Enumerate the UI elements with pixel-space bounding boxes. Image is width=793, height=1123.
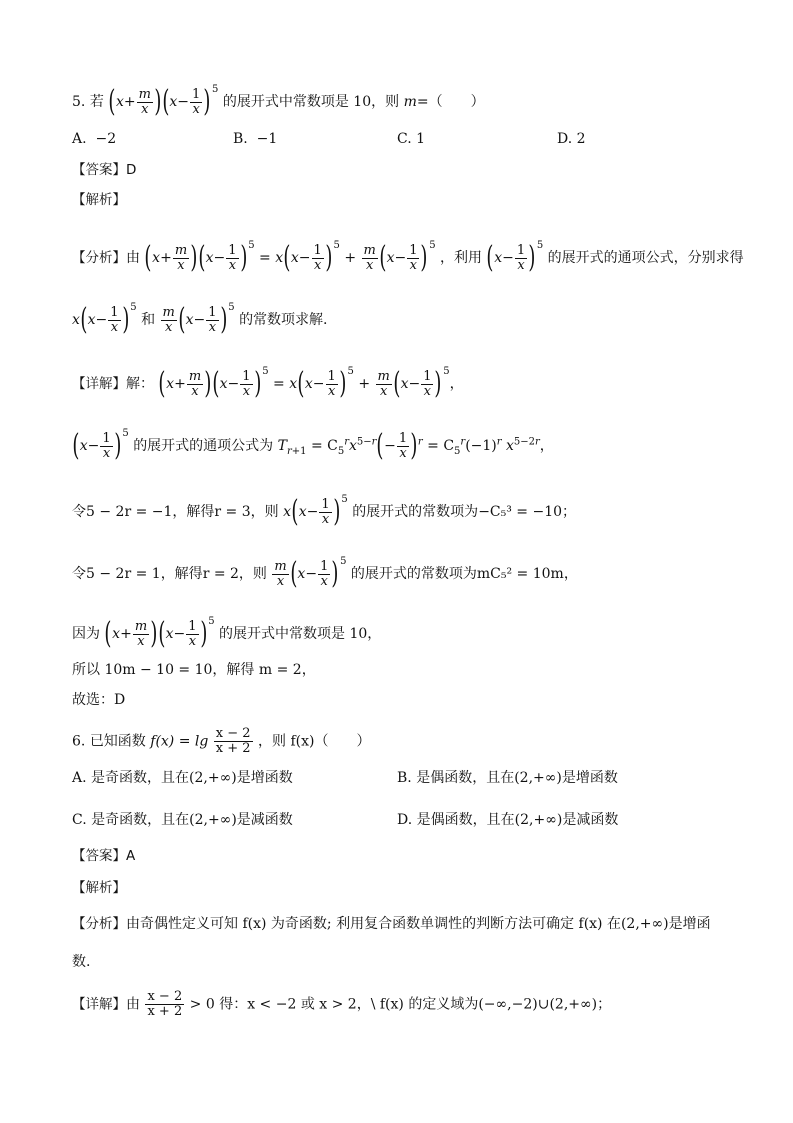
q5-expression: (x+ $\frac{m}{x}$ )(x− $\frac{1}{x}$ )$^5$	[108, 84, 219, 119]
q5-fenxi-term2: $\frac{m}{x}$ (x− $\frac{1}{x}$ )$^5$	[162, 302, 235, 337]
q6-pre: 已知函数	[89, 733, 146, 750]
q5-fenxi-tail: 的展开式的通项公式，分别求得	[547, 250, 744, 266]
q5-detail-line2	[72, 424, 554, 462]
q5-fenxi-line1	[72, 236, 744, 273]
q5-number: 5.	[72, 94, 86, 110]
q5-answer	[72, 160, 136, 180]
q5-step1-formula: $T_{r+1} = C_5^rx^{5-r}(-$ $\frac{1}{x}$ )$^r = C_5^r(-1)^r$ $x^{5-2r}$，	[277, 428, 554, 463]
q5-step4	[72, 612, 381, 649]
q6-fenxi-line2: 数.	[72, 954, 91, 970]
q6-fraction: $\frac{x - 2}{x + 2}$	[215, 726, 251, 756]
q6-analysis-tag: 【解析】	[72, 880, 126, 896]
q5-detail-identity: (x+ $\frac{m}{x}$ )(x− $\frac{1}{x}$ )$^5$ = x(x− $\frac{1}{x}$ )$^5$ + $\frac{m}{x}$ (x− $\frac{1}{x}$ )$^5$，	[158, 366, 464, 401]
q5-step3-r: r = 2	[202, 566, 239, 582]
q5-step3	[72, 552, 578, 589]
q5-step3-val: mC₅² = 10m，	[476, 566, 578, 582]
q6-option-d: D. 是偶函数，且在(2,+∞)是减函数	[397, 812, 619, 828]
q5-fenxi-tag: 【分析】	[72, 250, 126, 266]
q5-step2-tail: 的展开式的常数项为	[352, 504, 479, 520]
q5-pre: 若	[89, 94, 104, 110]
q5-fenxi-and: 和	[141, 312, 156, 328]
q5-option-d: D. 2	[557, 131, 586, 147]
q5-choose: 故选：D	[72, 692, 126, 708]
q5-stem	[72, 80, 485, 117]
q6-post: ，则 f(x)（ ）	[258, 733, 371, 750]
q5-option-a: A. −2	[72, 131, 117, 147]
q6-option-b: B. 是偶函数，且在(2,+∞)是增函数	[397, 770, 618, 786]
q5-step2-then: ，则	[250, 504, 279, 520]
q5-step2-val: −C₅³ = −10；	[478, 504, 577, 520]
q6-stem	[72, 727, 370, 756]
q5-step2-r: r = 3	[214, 504, 251, 520]
q5-ask-var: m	[403, 94, 417, 110]
q5-fenxi-pre: 由	[126, 250, 140, 266]
q6-number: 6.	[72, 733, 86, 750]
q5-fenxi-mid: ，利用	[440, 250, 483, 266]
q5-answer-tag: 【答案】	[72, 162, 126, 178]
q5-step3-term: $\frac{m}{x}$ (x− $\frac{1}{x}$ )$^5$	[274, 556, 347, 591]
q5-step3-pre: 令	[72, 566, 86, 582]
q5-detail-tag: 【详解】	[72, 376, 126, 392]
q6-func: f(x) = lg	[150, 733, 209, 750]
q5-ask-tail: =（ ）	[416, 94, 485, 110]
q6-fenxi-line1	[72, 914, 711, 934]
q6-detail-line	[72, 990, 611, 1019]
q5-step4-expression: (x+ $\frac{m}{x}$ )(x− $\frac{1}{x}$ )$^5$	[104, 616, 215, 651]
q5-answer-value: D	[126, 162, 137, 178]
q5-step1-tail: 的展开式的通项公式为	[133, 438, 274, 454]
q5-step3-mid: ，解得	[160, 566, 203, 582]
q6-detail-tag: 【详解】	[72, 996, 126, 1013]
q5-step2-mid: ，解得	[172, 504, 215, 520]
q5-option-b: B. −1	[233, 131, 278, 147]
q5-fenxi-binomial: (x− $\frac{1}{x}$ )$^5$	[486, 240, 544, 275]
q5-step1-binomial: (x− $\frac{1}{x}$ )$^5$	[72, 428, 129, 463]
q5-post: 的展开式中常数项是 10，则	[222, 94, 400, 110]
q6-answer	[72, 846, 135, 866]
q5-fenxi-identity: (x+ $\frac{m}{x}$ )(x− $\frac{1}{x}$ )$^5$ = x(x− $\frac{1}{x}$ )$^5$ + $\frac{m}{x}$ (x− $\frac{1}{x}$ )$^5$	[144, 240, 436, 275]
q6-fenxi-text: 由奇偶性定义可知 f(x) 为奇函数; 利用复合函数单调性的判断方法可确定 f(x) 在(2,+∞)是增函	[126, 916, 711, 932]
q5-step4-tail: 的展开式中常数项是 10，	[219, 626, 382, 642]
q5-analysis-tag: 【解析】	[72, 192, 126, 208]
q5-fenxi-line2	[72, 298, 328, 335]
q5-option-c: C. 1	[397, 131, 426, 147]
q5-step3-then: ，则	[238, 566, 267, 582]
q5-step2-pre: 令	[72, 504, 86, 520]
q5-fenxi-end: 的常数项求解.	[239, 312, 328, 328]
q5-step2-eq: 5 − 2r = −1	[86, 504, 173, 520]
q5-step3-tail: 的展开式的常数项为	[350, 566, 477, 582]
q5-step5: 所以 10m − 10 = 10，解得 m = 2，	[72, 662, 316, 678]
q5-step3-eq: 5 − 2r = 1	[86, 566, 161, 582]
q5-step2-term: x(x− $\frac{1}{x}$ )$^5$	[283, 494, 348, 529]
q6-detail-mid: > 0 得：x < −2 或 x > 2，\ f(x) 的定义域为(−∞,−2)∪(2,+∞)；	[189, 996, 612, 1013]
q6-detail-fraction: $\frac{x - 2}{x + 2}$	[147, 989, 183, 1019]
q6-option-a: A. 是奇函数，且在(2,+∞)是增函数	[72, 770, 293, 786]
q6-option-c: C. 是奇函数，且在(2,+∞)是减函数	[72, 812, 293, 828]
q5-fenxi-term1: x(x− $\frac{1}{x}$ )$^5$	[72, 302, 137, 337]
q6-detail-pre: 由	[126, 996, 140, 1013]
q5-detail-line1	[72, 362, 464, 399]
q6-answer-value: A	[126, 848, 136, 864]
q5-detail-pre: 解：	[126, 376, 154, 392]
q5-step2	[72, 490, 576, 527]
q5-step4-pre: 因为	[72, 626, 100, 642]
q6-answer-tag: 【答案】	[72, 848, 126, 864]
q6-fenxi-tag: 【分析】	[72, 916, 126, 932]
